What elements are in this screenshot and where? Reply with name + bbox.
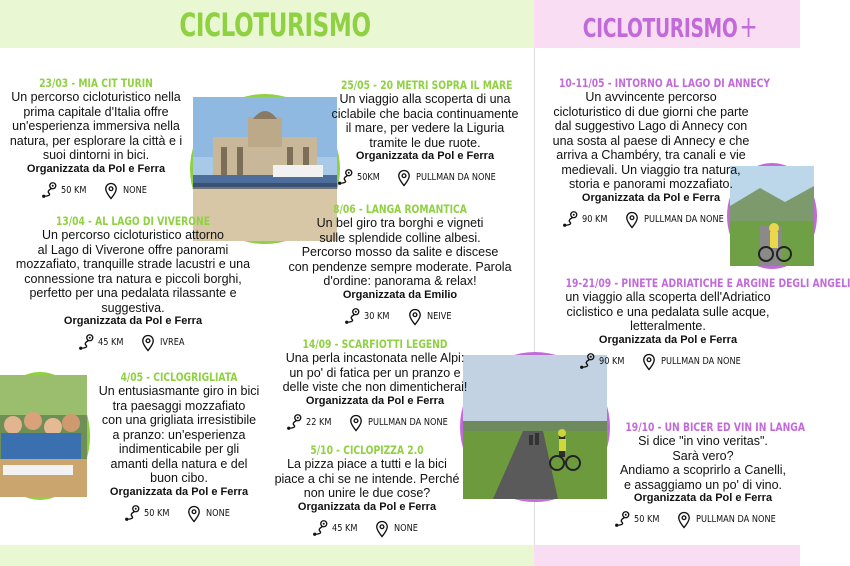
event-ciclopizza — [272, 443, 462, 538]
event-meta — [90, 505, 268, 523]
location-pin-icon — [623, 211, 641, 229]
event-location: NONE — [393, 522, 418, 534]
footer-band-left — [0, 545, 534, 566]
event-meta — [272, 308, 528, 326]
location-pin-icon — [640, 353, 658, 371]
event-description: Una perla incastonata nelle Alpi: un po' di fatica per un pranzo e delle viste che non dimenticherai! — [282, 351, 468, 394]
event-title: 8/06 - LANGA ROMANTICA — [333, 202, 467, 216]
plus-sign: + — [739, 10, 758, 45]
event-title: 19/10 - UN BICER ED VIN IN LANGA — [625, 420, 805, 434]
location-pin-icon — [373, 520, 391, 538]
route-icon — [285, 414, 303, 432]
event-description: Un avvincente percorso cicloturistico di due giorni che parte dal suggestivo Lago di Annecy con una sosta al paese di Annecy e che arriva a Chambéry, tra canali e vie medievali. Un viaggio tra natura, storia e panorami mozzafiato. — [552, 90, 750, 191]
route-icon — [578, 353, 596, 371]
cicloturismo-title: CICLOTURISMO — [179, 6, 371, 44]
event-description: La pizza piace a tutti e la bici piace a chi se ne intende. Perché non unire le due cose? — [274, 457, 460, 500]
event-title: 4/05 - CICLOGRIGLIATA — [120, 370, 238, 384]
event-description: Si dice "in vino veritas". Sarà vero? Andiamo a scoprirlo a Canelli, e assaggiamo un po' di vino. — [619, 434, 787, 492]
event-distance: 45 KM — [97, 337, 123, 348]
event-meta — [278, 414, 472, 432]
event-organizer: Organizzata da Pol e Ferra — [297, 500, 437, 513]
event-distance: 50KM — [357, 172, 381, 183]
cicloturismo-plus-title-text: CICLOTURISMO — [582, 14, 738, 44]
event-title: 19-21/09 - PINETE ADRIATICHE E ARGINE DEGLI ANGELI — [565, 276, 850, 290]
route-icon — [336, 169, 354, 187]
location-pin-icon — [406, 308, 424, 326]
event-bicer-ed-vin — [606, 420, 805, 529]
event-title: 5/10 - CICLOPIZZA 2.0 — [310, 443, 424, 457]
event-lago-di-viverone — [6, 214, 260, 352]
event-location: PULLMAN DA NONE — [695, 514, 776, 525]
event-description: Un entusiasmante giro in bici tra paesaggi mozzafiato con una grigliata irresistibile a pranzo: un'esperienza indimenticabile per gli amanti della natura e del buon cibo. — [98, 384, 260, 485]
event-organizer: Organizzata da Pol e Ferra — [581, 191, 721, 204]
event-distance: 50 KM — [60, 184, 87, 196]
location-pin-icon — [395, 169, 413, 187]
route-icon — [123, 505, 141, 523]
event-location: NEIVE — [426, 310, 452, 322]
photo-vineyard-road — [460, 352, 610, 502]
event-description: Un percorso cicloturistico nella prima capitale d'Italia offre un'esperienza immersiva nella natura, per esplorare la città e i suoi dintorni in bici. — [9, 90, 183, 162]
location-pin-icon — [102, 182, 120, 200]
event-title: 14/09 - SCARFIOTTI LEGEND — [302, 337, 448, 351]
event-organizer: Organizzata da Pol e Ferra — [633, 492, 773, 504]
event-meta — [540, 353, 796, 371]
route-icon — [561, 211, 579, 229]
event-description: Un percorso cicloturistico attorno al Lago di Viverone offre panorami mozzafiato, tranquille strade lacustri e una connessione tra natura e piccoli borghi, perfetto per una pedalata rilassante e suggestiva. — [15, 228, 251, 315]
event-organizer: Organizzata da Emilio — [342, 288, 458, 301]
event-title: 23/03 - MIA CIT TURIN — [39, 76, 153, 90]
event-organizer: Organizzata da Pol e Ferra — [63, 315, 203, 327]
event-description: Un viaggio alla scoperta di una ciclabile che bacia continuamente il mare, per vedere la Liguria tramite le due ruote. — [331, 92, 519, 150]
event-title: 13/04 - AL LAGO DI VIVERONE — [55, 214, 211, 228]
event-organizer: Organizzata da Pol e Ferra — [109, 485, 249, 498]
event-organizer: Organizzata da Pol e Ferra — [26, 162, 166, 175]
location-pin-icon — [675, 511, 693, 529]
event-organizer: Organizzata da Pol e Ferra — [305, 394, 445, 407]
event-location: PULLMAN DA NONE — [643, 213, 724, 225]
event-location: IVREA — [159, 337, 185, 348]
event-langa-romantica — [272, 202, 528, 326]
event-meta — [272, 520, 462, 538]
event-location: PULLMAN DA NONE — [367, 416, 448, 428]
event-meta — [606, 511, 800, 529]
footer-band-right — [534, 545, 800, 566]
event-distance: 90 KM — [598, 355, 625, 367]
event-ciclogrigliata — [90, 370, 268, 523]
event-title: 25/05 - 20 METRI SOPRA IL MARE — [341, 78, 513, 92]
event-pinete-adriatiche — [540, 276, 850, 371]
event-distance: 50 KM — [143, 507, 170, 519]
location-pin-icon — [347, 414, 365, 432]
location-pin-icon — [139, 334, 157, 352]
event-distance: 30 KM — [364, 310, 390, 322]
event-location: NONE — [205, 507, 230, 519]
event-organizer: Organizzata da Pol e Ferra — [355, 150, 495, 162]
event-location: NONE — [122, 184, 147, 196]
event-distance: 50 KM — [633, 514, 660, 525]
event-scarfiotti-legend — [278, 337, 472, 432]
cicloturismo-plus-title — [576, 10, 763, 45]
event-location: PULLMAN DA NONE — [416, 172, 497, 183]
event-meta — [320, 169, 530, 187]
event-description: Un bel giro tra borghi e vigneti sulle splendide colline albesi. Percorso mosso da salite e discese con pendenze sempre moderate. Parola d'ordine: panorama & relax! — [288, 216, 512, 288]
event-meta — [2, 182, 190, 200]
route-icon — [311, 520, 329, 538]
event-20-metri-sopra-il-mare — [320, 78, 530, 187]
event-distance: 45 KM — [331, 522, 358, 534]
event-meta — [6, 334, 260, 352]
event-lago-di-annecy — [536, 76, 771, 229]
event-location: PULLMAN DA NONE — [660, 355, 741, 367]
event-distance: 22 KM — [305, 416, 332, 428]
event-description: un viaggio alla scoperta dell'Adriatico ciclistico e una pedalata sulle acque, letteralmente. — [565, 290, 771, 333]
route-icon — [40, 182, 58, 200]
event-organizer: Organizzata da Pol e Ferra — [598, 333, 738, 346]
event-mia-cit-turin — [2, 76, 190, 200]
event-meta — [536, 211, 766, 229]
event-title: 10-11/05 - INTORNO AL LAGO DI ANNECY — [559, 76, 771, 90]
route-icon — [77, 334, 95, 352]
event-distance: 90 KM — [581, 213, 608, 225]
photo-grill-lunch — [0, 372, 90, 500]
route-icon — [343, 308, 361, 326]
route-icon — [613, 511, 631, 529]
location-pin-icon — [185, 505, 203, 523]
